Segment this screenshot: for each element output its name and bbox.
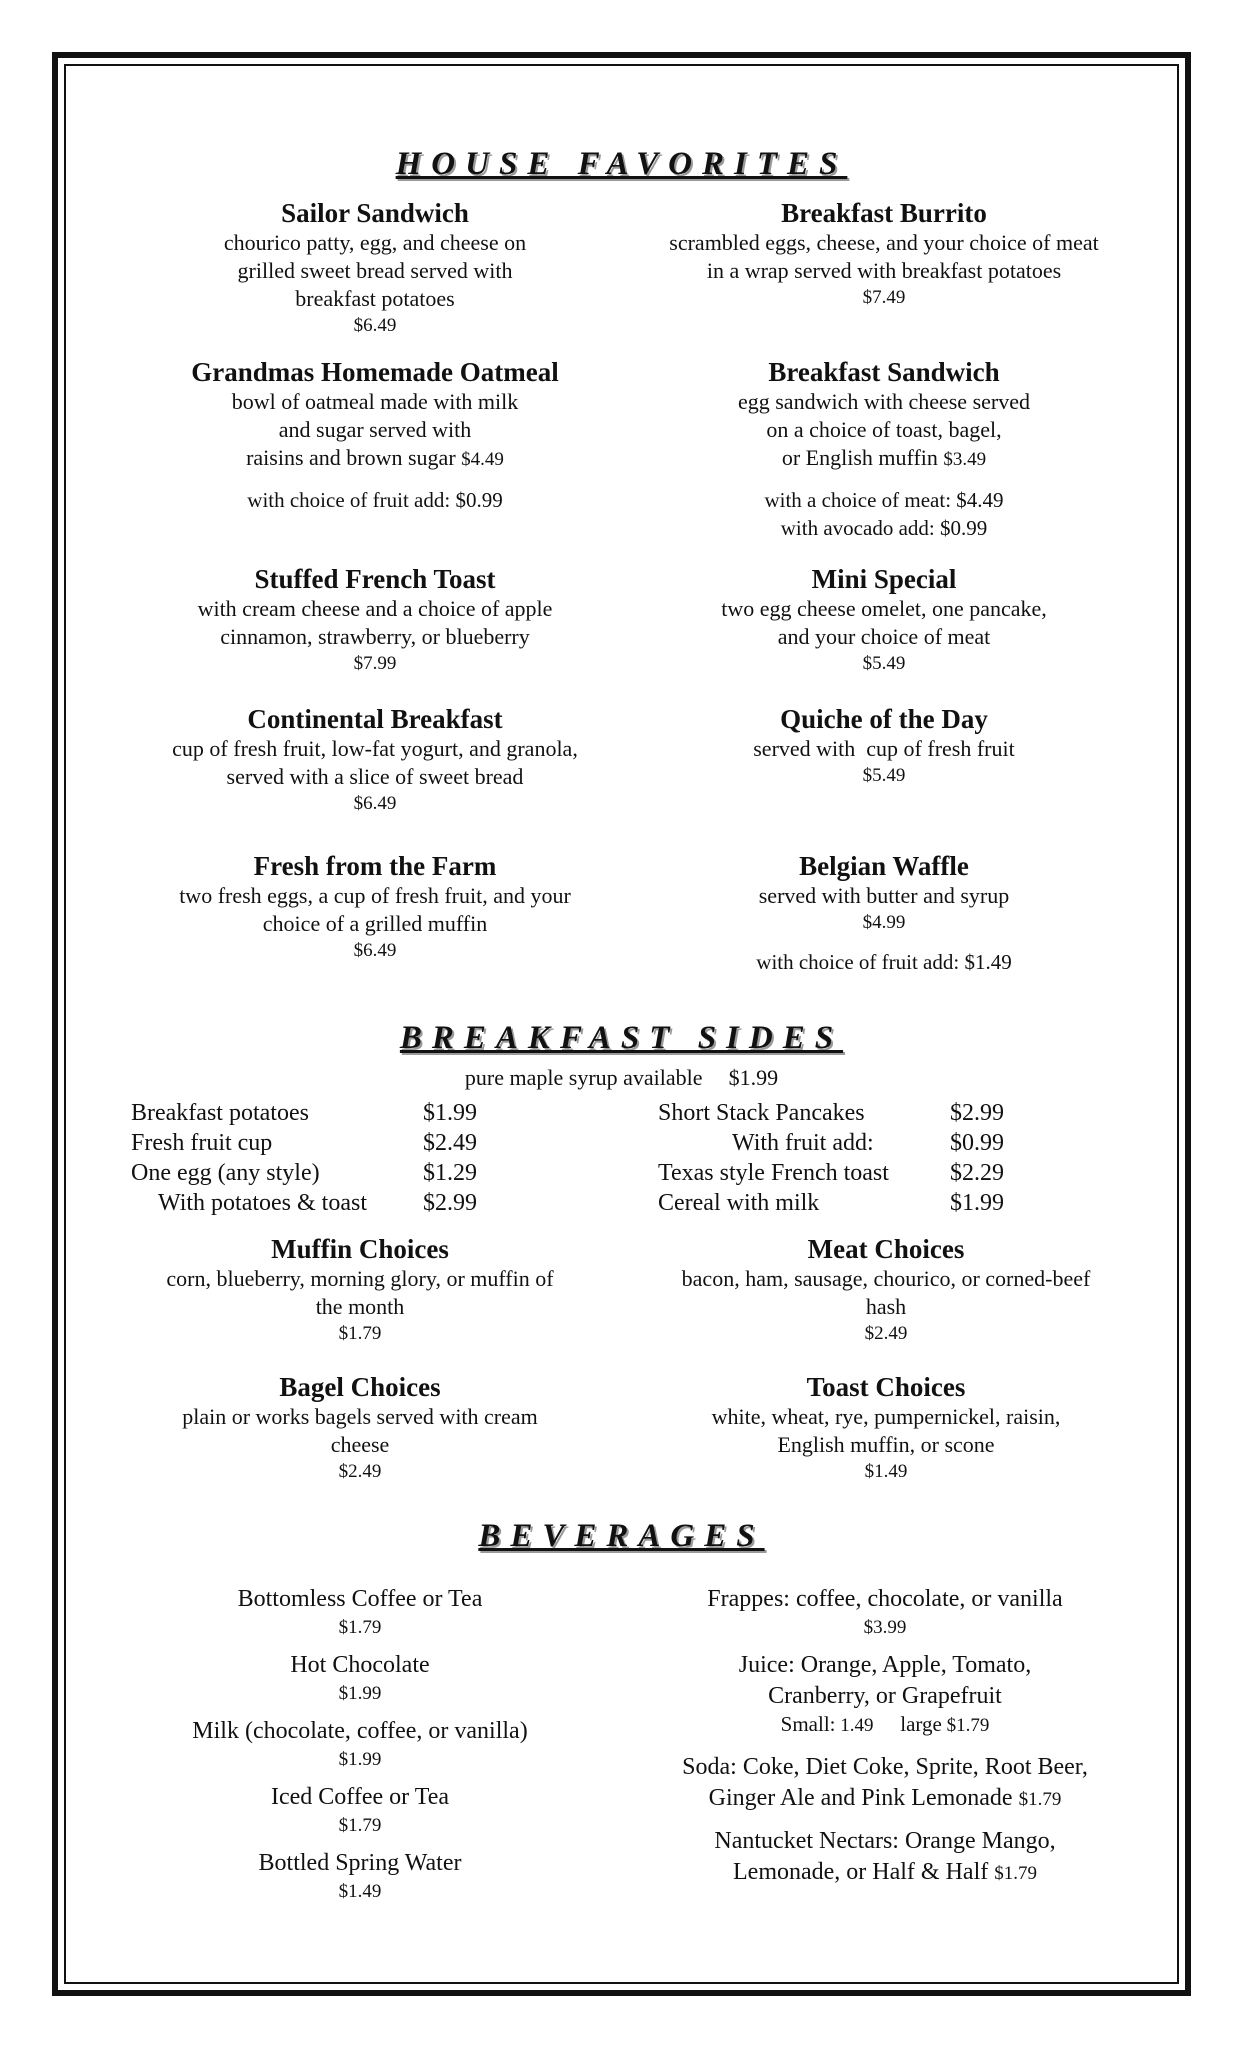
item-name: Quiche of the Day xyxy=(780,704,988,734)
beverage-frappes xyxy=(625,1584,1145,1640)
menu-item-mini-special xyxy=(634,564,1134,677)
breakfast-sides-title: BREAKFAST SIDES xyxy=(399,1020,844,1056)
menu-item-stuffed-french-toast xyxy=(125,564,625,677)
side-item-name: With fruit add: xyxy=(732,1130,874,1156)
item-desc: egg sandwich with cheese served xyxy=(737,389,1030,414)
beverage-nantucket-nectars xyxy=(625,1826,1145,1889)
beverage-name-line xyxy=(625,1857,1145,1889)
item-desc: grilled sweet bread served with xyxy=(237,258,513,283)
side-item-name: Texas style French toast xyxy=(658,1160,889,1186)
beverage-name: Nantucket Nectars: Orange Mango, xyxy=(714,1828,1056,1854)
item-price: $1.79 xyxy=(338,1323,382,1344)
menu-item-breakfast-burrito xyxy=(634,198,1134,311)
large-price: $1.79 xyxy=(946,1715,990,1736)
item-desc: cinnamon, strawberry, or blueberry xyxy=(220,624,530,649)
item-addon: with choice of fruit add: $1.49 xyxy=(756,950,1012,974)
side-item-name: Short Stack Pancakes xyxy=(658,1100,865,1126)
item-addon: with choice of fruit add: $0.99 xyxy=(247,488,503,512)
beverage-price: $1.79 xyxy=(338,1815,382,1836)
item-price: $6.49 xyxy=(353,793,397,814)
item-desc: bowl of oatmeal made with milk xyxy=(231,389,519,414)
beverage-name-line xyxy=(625,1783,1145,1815)
beverage-name: Bottomless Coffee or Tea xyxy=(237,1586,483,1612)
item-price: $5.49 xyxy=(862,653,906,674)
item-desc: two fresh eggs, a cup of fresh fruit, and your xyxy=(179,883,571,908)
item-desc: scrambled eggs, cheese, and your choice of meat xyxy=(669,230,1099,255)
item-price: $4.99 xyxy=(862,912,906,933)
side-item-name: Fresh fruit cup xyxy=(131,1130,273,1156)
side-item-name: One egg (any style) xyxy=(131,1160,320,1186)
side-item-name: Breakfast potatoes xyxy=(131,1100,309,1126)
maple-syrup-price: $1.99 xyxy=(728,1065,779,1090)
item-desc: chourico patty, egg, and cheese on xyxy=(223,230,527,255)
beverage-soda xyxy=(625,1752,1145,1815)
item-addon: with a choice of meat: $4.49 xyxy=(764,488,1004,512)
beverage-name: Iced Coffee or Tea xyxy=(270,1784,449,1810)
item-price: $4.49 xyxy=(461,449,504,470)
item-desc: served with butter and syrup xyxy=(758,883,1010,908)
item-price: $6.49 xyxy=(353,315,397,336)
toast-choices xyxy=(636,1372,1136,1485)
item-desc xyxy=(634,444,1134,474)
menu-item-sailor-sandwich xyxy=(125,198,625,339)
beverage-coffee-tea xyxy=(100,1584,620,1640)
item-desc: plain or works bagels served with cream xyxy=(182,1404,538,1429)
item-name: Sailor Sandwich xyxy=(281,198,469,228)
item-desc: and your choice of meat xyxy=(777,624,991,649)
beverage-milk xyxy=(100,1716,620,1772)
item-name: Stuffed French Toast xyxy=(254,564,496,594)
beverage-iced-coffee-tea xyxy=(100,1782,620,1838)
item-desc: hash xyxy=(865,1294,907,1319)
menu-item-fresh-from-the-farm xyxy=(125,851,625,964)
small-label: Small: xyxy=(780,1712,836,1736)
item-name: Breakfast Sandwich xyxy=(768,357,1000,387)
side-item-price: $2.29 xyxy=(950,1160,1004,1186)
side-item-price: $1.99 xyxy=(423,1100,477,1126)
item-price: $2.49 xyxy=(338,1461,382,1482)
item-desc: and sugar served with xyxy=(278,417,472,442)
muffin-choices xyxy=(110,1234,610,1347)
beverage-price: $1.99 xyxy=(338,1683,382,1704)
item-desc: in a wrap served with breakfast potatoes xyxy=(706,258,1062,283)
beverage-name: Lemonade, or Half & Half xyxy=(733,1859,989,1885)
beverage-price: $1.49 xyxy=(338,1881,382,1902)
meat-choices xyxy=(636,1234,1136,1347)
side-item-price: $0.99 xyxy=(950,1130,1004,1156)
bagel-choices xyxy=(110,1372,610,1485)
item-desc: the month xyxy=(315,1294,405,1319)
beverages-title: BEVERAGES xyxy=(478,1518,765,1554)
beverage-price: $1.79 xyxy=(994,1863,1037,1884)
beverage-price: $1.99 xyxy=(338,1749,382,1770)
beverage-name: Cranberry, or Grapefruit xyxy=(768,1683,1002,1709)
item-price: $3.49 xyxy=(943,449,987,470)
beverage-sizes xyxy=(625,1712,1145,1738)
beverage-name: Soda: Coke, Diet Coke, Sprite, Root Beer, xyxy=(682,1754,1088,1780)
beverage-name: Juice: Orange, Apple, Tomato, xyxy=(738,1652,1032,1678)
item-desc: two egg cheese omelet, one pancake, xyxy=(721,596,1047,621)
item-price: $6.49 xyxy=(353,940,397,961)
side-item-price: $2.99 xyxy=(950,1100,1004,1126)
maple-syrup-label: pure maple syrup available xyxy=(464,1065,703,1090)
beverage-spring-water xyxy=(100,1848,620,1904)
item-name: Grandmas Homemade Oatmeal xyxy=(191,357,559,387)
item-desc-text: or English muffin xyxy=(781,445,938,470)
small-price: 1.49 xyxy=(840,1715,874,1736)
item-desc: breakfast potatoes xyxy=(295,286,455,311)
item-desc: corn, blueberry, morning glory, or muffin of xyxy=(166,1266,554,1291)
item-desc: served with cup of fresh fruit xyxy=(753,736,1015,761)
beverage-name: Hot Chocolate xyxy=(290,1652,430,1678)
item-desc xyxy=(125,444,625,474)
beverage-price: $1.79 xyxy=(1018,1789,1062,1810)
item-name: Belgian Waffle xyxy=(799,851,969,881)
side-item-price: $2.49 xyxy=(423,1130,477,1156)
item-name: Toast Choices xyxy=(806,1372,966,1402)
beverage-price: $3.99 xyxy=(863,1617,907,1638)
beverage-name: Milk (chocolate, coffee, or vanilla) xyxy=(192,1718,528,1744)
menu-item-belgian-waffle xyxy=(634,851,1134,976)
side-item-price: $1.99 xyxy=(950,1190,1004,1216)
beverage-hot-chocolate xyxy=(100,1650,620,1706)
item-desc: English muffin, or scone xyxy=(777,1432,995,1457)
item-desc: with cream cheese and a choice of apple xyxy=(197,596,553,621)
beverage-price: $1.79 xyxy=(338,1617,382,1638)
item-name: Fresh from the Farm xyxy=(253,851,497,881)
beverage-name: Ginger Ale and Pink Lemonade xyxy=(708,1785,1013,1811)
beverage-name: Frappes: coffee, chocolate, or vanilla xyxy=(707,1586,1063,1612)
item-name: Muffin Choices xyxy=(271,1234,449,1264)
item-desc: white, wheat, rye, pumpernickel, raisin, xyxy=(711,1404,1061,1429)
item-desc: bacon, ham, sausage, chourico, or corned-beef xyxy=(681,1266,1091,1291)
maple-syrup-note xyxy=(0,1064,1243,1092)
large-label: large xyxy=(900,1712,942,1736)
beverage-juice xyxy=(625,1650,1145,1738)
item-desc-text: raisins and brown sugar xyxy=(246,445,456,470)
item-price: $5.49 xyxy=(862,765,906,786)
side-item-price: $1.29 xyxy=(423,1160,477,1186)
item-price: $1.49 xyxy=(864,1461,908,1482)
item-desc: served with a slice of sweet bread xyxy=(226,764,524,789)
menu-item-continental-breakfast xyxy=(125,704,625,817)
item-price: $2.49 xyxy=(864,1323,908,1344)
item-name: Bagel Choices xyxy=(279,1372,441,1402)
side-item-price: $2.99 xyxy=(423,1190,477,1216)
menu-item-grandmas-oatmeal xyxy=(125,357,625,514)
item-name: Mini Special xyxy=(811,564,957,594)
item-price: $7.99 xyxy=(353,653,397,674)
menu-item-quiche-of-the-day xyxy=(634,704,1134,789)
item-desc: cup of fresh fruit, low-fat yogurt, and granola, xyxy=(172,736,578,761)
item-addon: with avocado add: $0.99 xyxy=(780,516,988,540)
item-name: Breakfast Burrito xyxy=(781,198,987,228)
item-desc: on a choice of toast, bagel, xyxy=(766,417,1002,442)
side-item-name: Cereal with milk xyxy=(658,1190,820,1216)
house-favorites-title: HOUSE FAVORITES xyxy=(395,146,848,182)
menu-item-breakfast-sandwich xyxy=(634,357,1134,542)
item-name: Meat Choices xyxy=(807,1234,965,1264)
item-price: $7.49 xyxy=(862,287,906,308)
side-item-name: With potatoes & toast xyxy=(158,1190,368,1216)
item-desc: cheese xyxy=(330,1432,390,1457)
item-name: Continental Breakfast xyxy=(247,704,503,734)
item-desc: choice of a grilled muffin xyxy=(262,911,488,936)
beverage-name: Bottled Spring Water xyxy=(258,1850,462,1876)
